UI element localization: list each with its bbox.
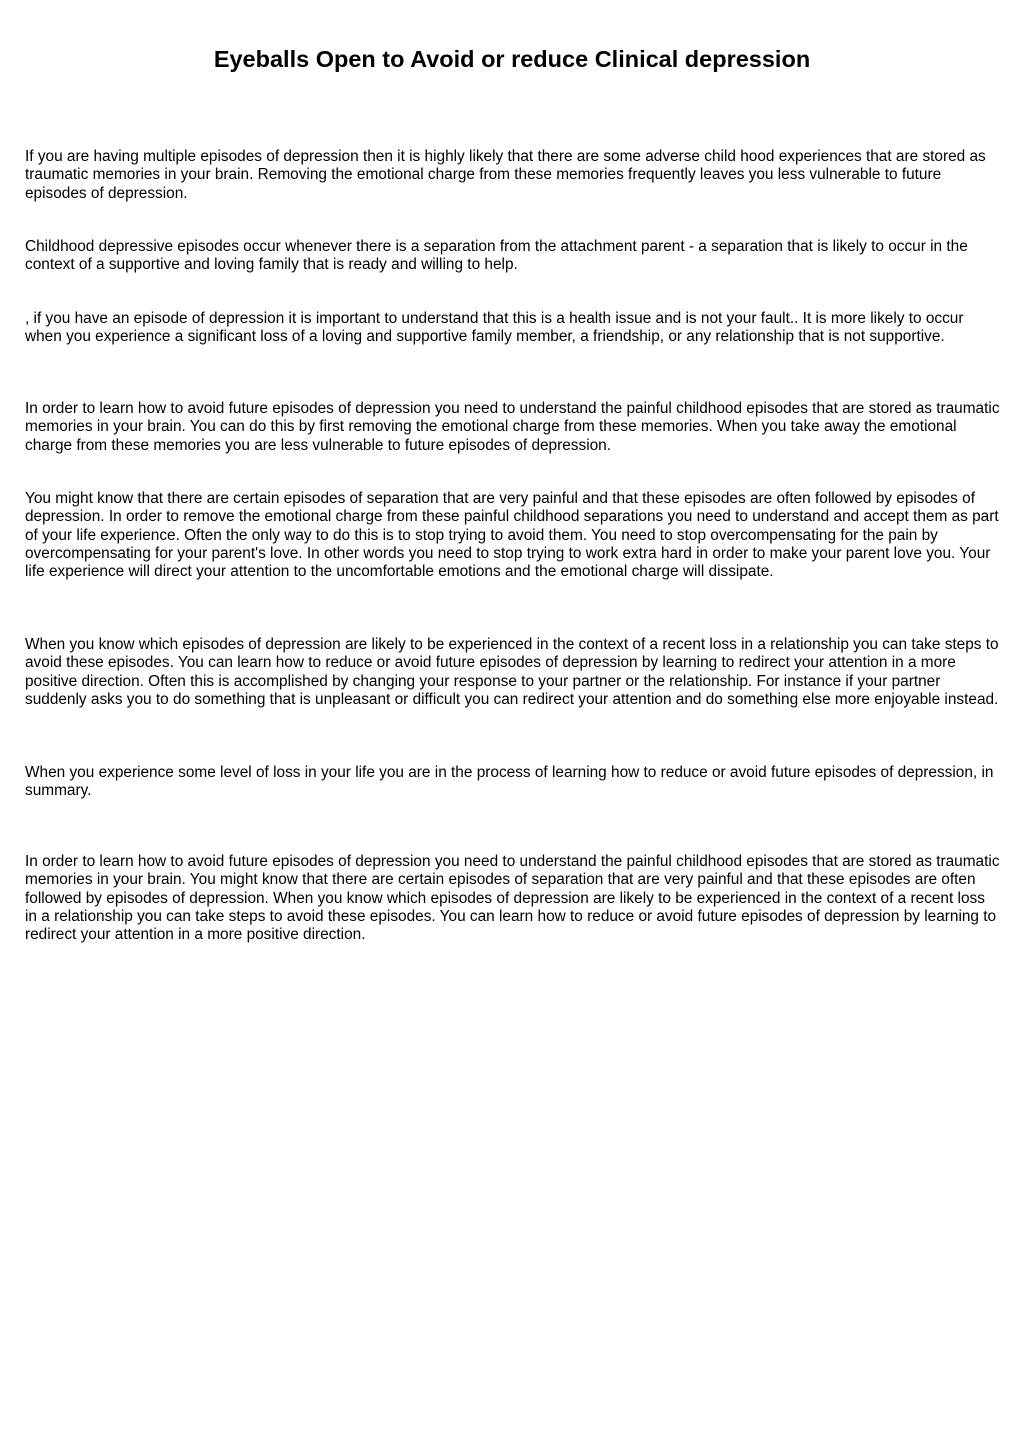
paragraph-2: Childhood depressive episodes occur whenever there is a separation from the attachment parent - a separation that is likely to occur in the context of a supportive and loving family that is ready and willing to help. [25,238,968,274]
paragraph-5: You might know that there are certain episodes of separation that are very painful and that these episodes are often followed by episodes of depression. In order to remove the emotional charge from these painful childhood separations you need to understand and accept them as part of your life experience. Often the only way to do this is to stop trying to avoid them. You need to stop overcompensating for the pain by overcompensating for your parent's love. In other words you need to stop trying to work extra hard in order to make your parent love you. Your life experience will direct your attention to the uncomfortable emotions and the emotional charge will dissipate. [25,490,999,581]
paragraph-6: When you know which episodes of depression are likely to be experienced in the context of a recent loss in a relationship you can take steps to avoid these episodes. You can learn how to reduce or avoid future episodes of depression by learning to redirect your attention in a more positive direction. Often this is accomplished by changing your response to your partner or the relationship. For instance if your partner suddenly asks you to do something that is unpleasant or difficult you can redirect your attention and do something else more enjoyable instead. [25,636,999,708]
page-title: Eyeballs Open to Avoid or reduce Clinical depression [213,46,811,72]
paragraph-1: If you are having multiple episodes of depression then it is highly likely that there are some adverse child hood experiences that are stored as traumatic memories in your brain. Removing the emotional charge from these memories frequently leaves you less vulnerable to future episodes of depression. [25,148,986,202]
paragraph-4: In order to learn how to avoid future episodes of depression you need to understand the painful childhood episodes that are stored as traumatic memories in your brain. You can do this by first removing the emotional charge from these memories. When you take away the emotional charge from these memories you are less vulnerable to future episodes of depression. [25,400,1000,454]
paragraph-7: When you experience some level of loss in your life you are in the process of learning how to reduce or avoid future episodes of depression, in summary. [25,764,994,800]
paragraph-3: , if you have an episode of depression it is important to understand that this is a health issue and is not your fault.. It is more likely to occur when you experience a significant loss of a loving and supportive family member, a friendship, or any relationship that is not supportive. [25,310,964,346]
paragraph-8: In order to learn how to avoid future episodes of depression you need to understand the painful childhood episodes that are stored as traumatic memories in your brain. You might know that there are certain episodes of separation that are very painful and that these episodes are often followed by episodes of depression. When you know which episodes of depression are likely to be experienced in the context of a recent loss in a relationship you can take steps to avoid these episodes. You can learn how to reduce or avoid future episodes of depression by learning to redirect your attention in a more positive direction. [25,853,1000,944]
